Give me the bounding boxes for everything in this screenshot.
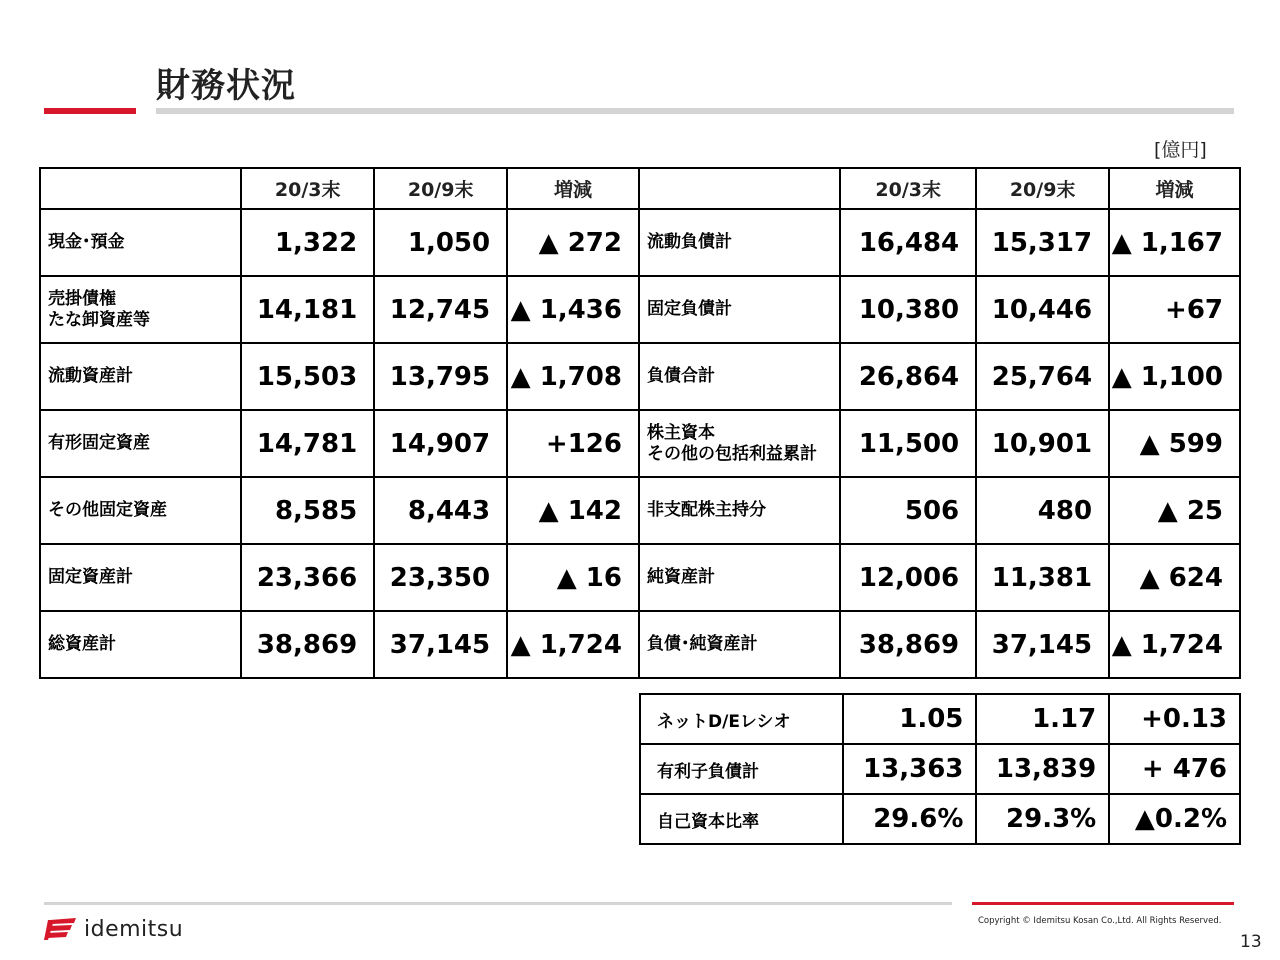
idemitsu-logo <box>44 916 183 942</box>
asset-value-curr: 12,745 <box>374 276 507 343</box>
asset-change: ▲ 1,708 <box>507 343 639 410</box>
title-rule <box>156 108 1234 114</box>
asset-change: ▲ 1,436 <box>507 276 639 343</box>
ratio-value-curr: 13,839 <box>976 744 1109 794</box>
ratio-change: + 476 <box>1109 744 1240 794</box>
copyright-notice: Copyright © Idemitsu Kosan Co.,Ltd. All Rights Reserved. <box>978 916 1222 926</box>
ratio-label: 有利子負債計 <box>640 744 843 794</box>
idemitsu-logo-icon <box>44 916 78 942</box>
header-cell: 20/9末 <box>374 168 507 209</box>
asset-value-prev: 14,181 <box>241 276 374 343</box>
ratio-value-prev: 29.6% <box>843 794 977 844</box>
asset-value-prev: 38,869 <box>241 611 374 678</box>
liability-change: ▲ 1,167 <box>1109 209 1240 276</box>
logo-text: idemitsu <box>84 916 184 942</box>
balance-sheet-table <box>39 167 1241 679</box>
liability-label: 株主資本 その他の包括利益累計 <box>639 410 840 477</box>
table-row <box>40 209 1240 276</box>
asset-change: ▲ 16 <box>507 544 639 611</box>
title-accent-bar <box>44 108 136 114</box>
liability-value-prev: 10,380 <box>840 276 976 343</box>
asset-label: 売掛債権 たな卸資産等 <box>40 276 241 343</box>
liability-label: 純資産計 <box>639 544 840 611</box>
liability-value-curr: 11,381 <box>976 544 1109 611</box>
liability-value-prev: 26,864 <box>840 343 976 410</box>
table-row <box>40 544 1240 611</box>
table-row <box>40 611 1240 678</box>
header-cell: 増減 <box>1109 168 1240 209</box>
asset-change: ▲ 272 <box>507 209 639 276</box>
asset-label: 固定資産計 <box>40 544 241 611</box>
liability-value-curr: 15,317 <box>976 209 1109 276</box>
liability-change: +67 <box>1109 276 1240 343</box>
liability-value-prev: 16,484 <box>840 209 976 276</box>
unit-label: [億円] <box>1154 139 1207 161</box>
table-row <box>640 694 1240 744</box>
asset-value-prev: 8,585 <box>241 477 374 544</box>
ratio-change: +0.13 <box>1109 694 1240 744</box>
liability-label: 流動負債計 <box>639 209 840 276</box>
ratio-change: ▲0.2% <box>1109 794 1240 844</box>
liability-change: ▲ 1,724 <box>1109 611 1240 678</box>
table-row <box>40 343 1240 410</box>
asset-label: 有形固定資産 <box>40 410 241 477</box>
header-cell <box>639 168 840 209</box>
table-row <box>640 744 1240 794</box>
ratio-label: ネットD/Eレシオ <box>640 694 843 744</box>
footer-rule <box>44 902 952 905</box>
liability-label: 非支配株主持分 <box>639 477 840 544</box>
liability-change: ▲ 1,100 <box>1109 343 1240 410</box>
liability-value-prev: 506 <box>840 477 976 544</box>
ratio-value-curr: 29.3% <box>976 794 1109 844</box>
asset-value-curr: 14,907 <box>374 410 507 477</box>
ratio-value-curr: 1.17 <box>976 694 1109 744</box>
header-cell: 20/9末 <box>976 168 1109 209</box>
header-cell: 20/3末 <box>241 168 374 209</box>
header-cell <box>40 168 241 209</box>
liability-value-curr: 37,145 <box>976 611 1109 678</box>
liability-label: 負債･純資産計 <box>639 611 840 678</box>
liability-change: ▲ 624 <box>1109 544 1240 611</box>
asset-label: 現金･預金 <box>40 209 241 276</box>
liability-change: ▲ 25 <box>1109 477 1240 544</box>
ratio-value-prev: 1.05 <box>843 694 977 744</box>
page-title: 財務状況 <box>156 66 296 106</box>
liability-value-curr: 10,446 <box>976 276 1109 343</box>
liability-label: 負債合計 <box>639 343 840 410</box>
table-header-row <box>40 168 1240 209</box>
ratio-label: 自己資本比率 <box>640 794 843 844</box>
liability-value-curr: 480 <box>976 477 1109 544</box>
liability-label: 固定負債計 <box>639 276 840 343</box>
asset-value-curr: 37,145 <box>374 611 507 678</box>
footer-accent-rule <box>972 902 1234 905</box>
asset-value-prev: 14,781 <box>241 410 374 477</box>
asset-change: ▲ 142 <box>507 477 639 544</box>
table-row <box>40 410 1240 477</box>
asset-change: +126 <box>507 410 639 477</box>
liability-value-prev: 11,500 <box>840 410 976 477</box>
table-row <box>40 477 1240 544</box>
ratio-value-prev: 13,363 <box>843 744 977 794</box>
asset-label: 流動資産計 <box>40 343 241 410</box>
asset-change: ▲ 1,724 <box>507 611 639 678</box>
asset-value-curr: 8,443 <box>374 477 507 544</box>
table-row <box>640 794 1240 844</box>
page-number: 13 <box>1240 932 1262 952</box>
asset-value-curr: 1,050 <box>374 209 507 276</box>
liability-value-prev: 12,006 <box>840 544 976 611</box>
liability-value-curr: 25,764 <box>976 343 1109 410</box>
ratio-table <box>639 693 1241 845</box>
asset-label: その他固定資産 <box>40 477 241 544</box>
header-cell: 20/3末 <box>840 168 976 209</box>
header-cell: 増減 <box>507 168 639 209</box>
liability-change: ▲ 599 <box>1109 410 1240 477</box>
liability-value-prev: 38,869 <box>840 611 976 678</box>
asset-value-prev: 1,322 <box>241 209 374 276</box>
asset-value-prev: 23,366 <box>241 544 374 611</box>
asset-label: 総資産計 <box>40 611 241 678</box>
asset-value-curr: 23,350 <box>374 544 507 611</box>
liability-value-curr: 10,901 <box>976 410 1109 477</box>
asset-value-prev: 15,503 <box>241 343 374 410</box>
table-row <box>40 276 1240 343</box>
asset-value-curr: 13,795 <box>374 343 507 410</box>
